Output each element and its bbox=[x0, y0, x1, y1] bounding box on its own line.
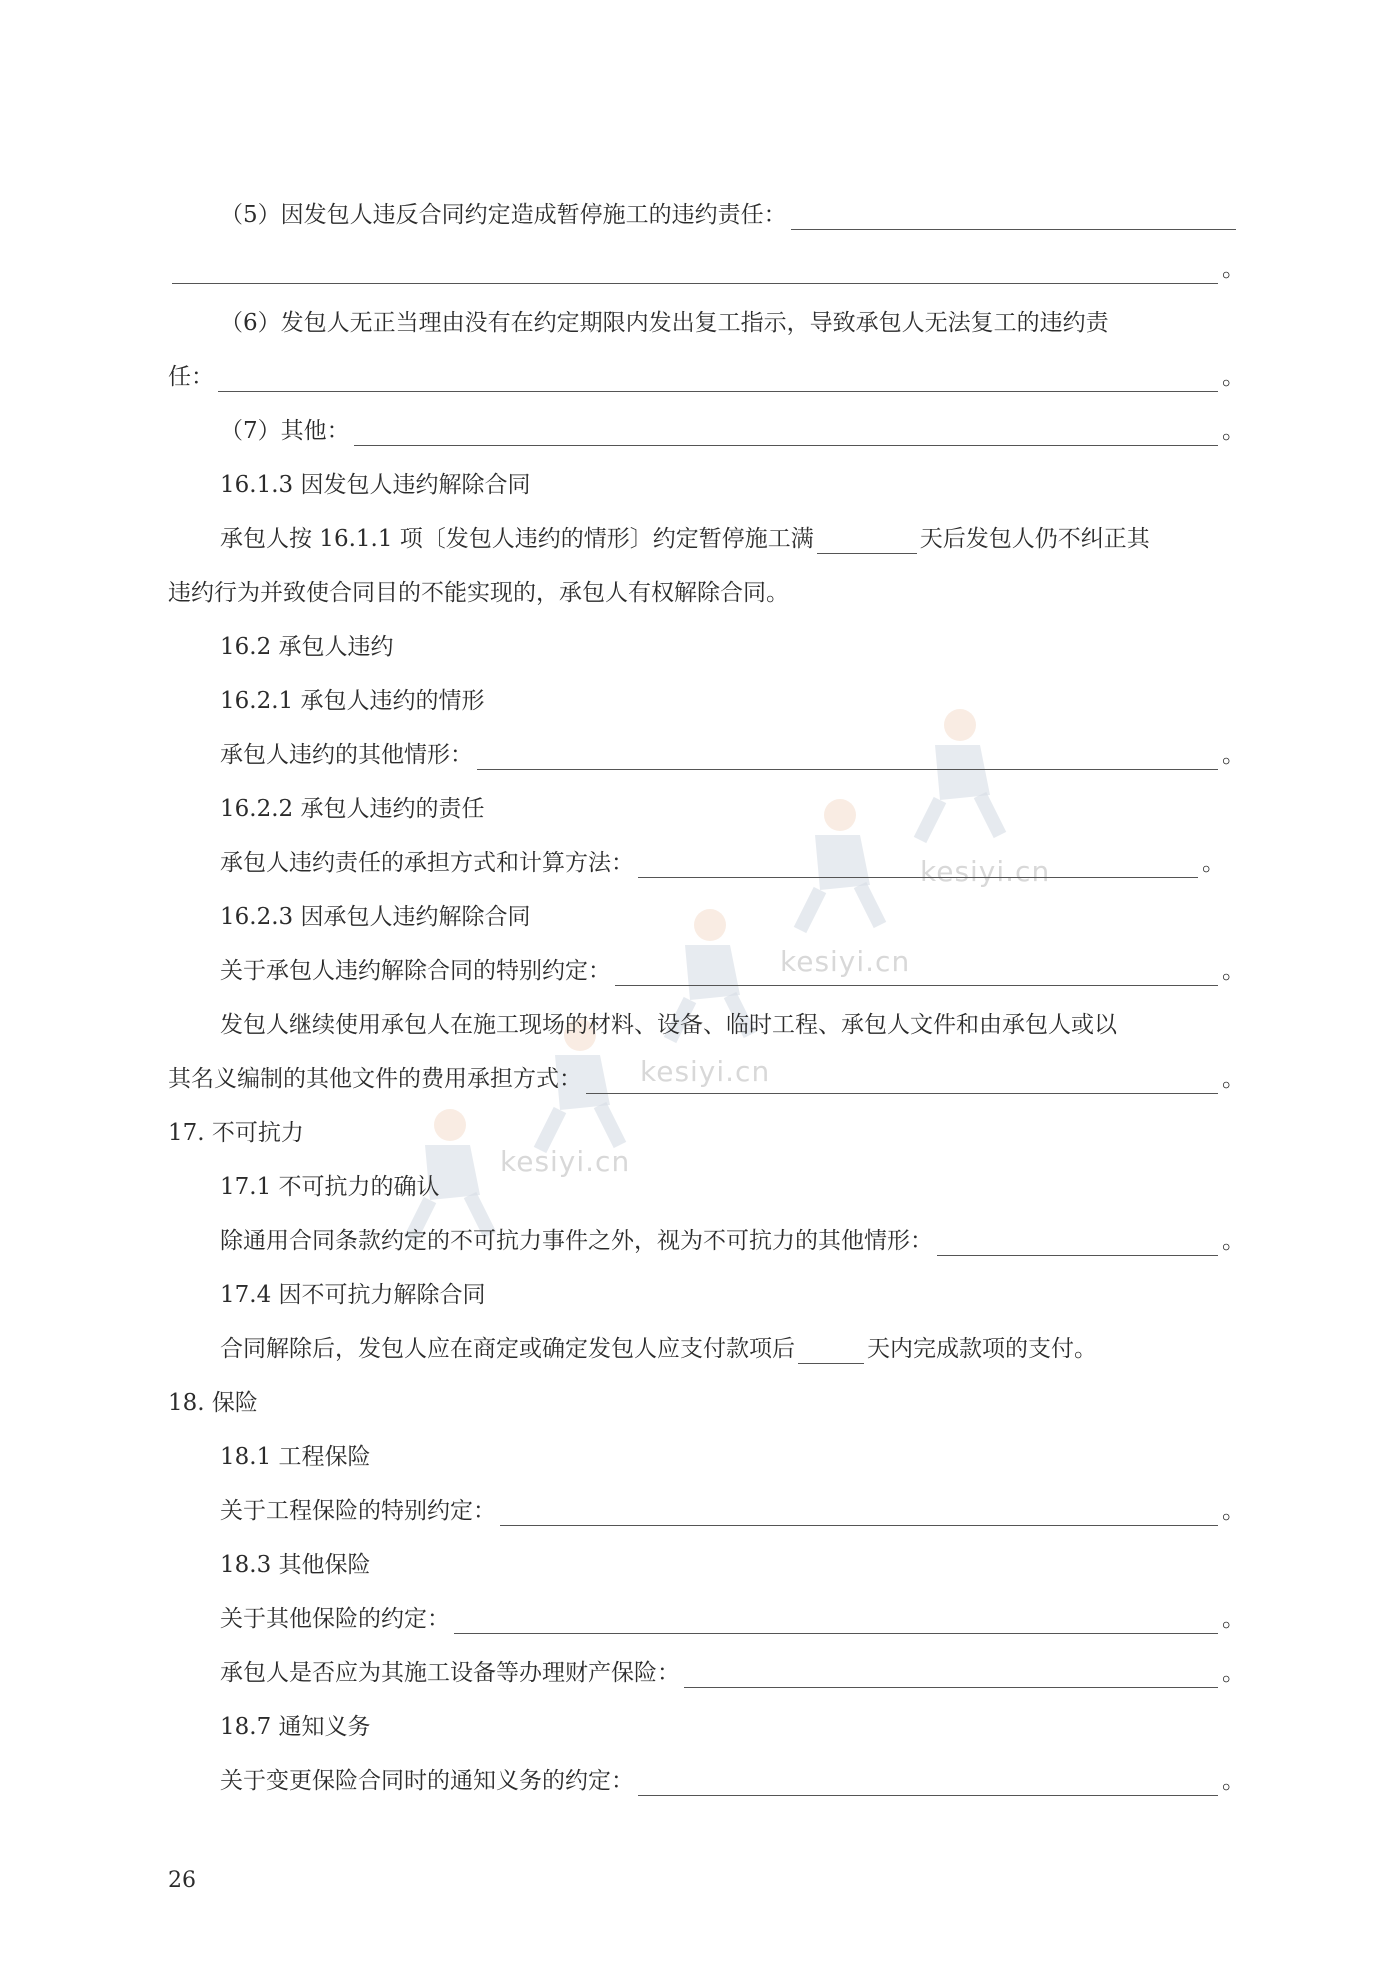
blank-field[interactable] bbox=[586, 1067, 1218, 1094]
section-heading bbox=[220, 892, 1240, 932]
line-other-insurance bbox=[220, 1594, 1245, 1634]
line-text: 16.2 承包人违约 bbox=[220, 634, 394, 660]
watermark-text: kesiyi.cn bbox=[920, 855, 1051, 888]
line-text: 关于承包人违约解除合同的特别约定： bbox=[220, 958, 611, 984]
watermark-text: kesiyi.cn bbox=[500, 1145, 631, 1178]
blank-field[interactable] bbox=[354, 419, 1218, 446]
line-text: 17. 不可抗力 bbox=[168, 1120, 304, 1146]
section-heading bbox=[220, 460, 1240, 500]
line-text: 合同解除后，发包人应在商定或确定发包人应支付款项后 bbox=[220, 1336, 795, 1362]
line-equipment-insurance bbox=[220, 1648, 1245, 1688]
line-5-cont bbox=[168, 244, 1245, 284]
line-text: 任： bbox=[168, 364, 214, 390]
line-text: 天内完成款项的支付。 bbox=[867, 1336, 1097, 1362]
line-text: 天后发包人仍不纠正其 bbox=[919, 526, 1150, 552]
line-contractor-breach-other bbox=[220, 730, 1245, 770]
section-heading bbox=[220, 1270, 1240, 1310]
blank-field[interactable] bbox=[638, 851, 1198, 878]
line-liability-method bbox=[220, 838, 1225, 878]
line-text: 承包人违约的其他情形： bbox=[220, 742, 473, 768]
line-text: （6）发包人无正当理由没有在约定期限内发出复工指示，导致承包人无法复工的违约责 bbox=[220, 310, 1109, 336]
blank-field[interactable] bbox=[218, 365, 1218, 392]
line-text: 16.2.3 因承包人违约解除合同 bbox=[220, 904, 531, 930]
line-text: 18.7 通知义务 bbox=[220, 1714, 371, 1740]
line-payment-days bbox=[220, 1324, 1240, 1364]
section-heading bbox=[220, 784, 1240, 824]
line-6-cont bbox=[168, 352, 1245, 392]
blank-field[interactable] bbox=[615, 959, 1218, 986]
line-text: 16.2.2 承包人违约的责任 bbox=[220, 796, 485, 822]
section-heading bbox=[220, 1432, 1240, 1472]
line-contractor-suspend bbox=[220, 514, 1240, 554]
line-text: 发包人继续使用承包人在施工现场的材料、设备、临时工程、承包人文件和由承包人或以 bbox=[220, 1012, 1117, 1038]
line-text: 17.1 不可抗力的确认 bbox=[220, 1174, 440, 1200]
section-heading bbox=[220, 676, 1240, 716]
line-text: 16.1.3 因发包人违约解除合同 bbox=[220, 472, 531, 498]
line-text: （7）其他： bbox=[220, 418, 350, 444]
period: 。 bbox=[1222, 418, 1245, 444]
period: 。 bbox=[1222, 1606, 1245, 1632]
line-text: 18. 保险 bbox=[168, 1390, 258, 1416]
line-text: 承包人是否应为其施工设备等办理财产保险： bbox=[220, 1660, 680, 1686]
blank-field[interactable] bbox=[172, 257, 1218, 284]
period: 。 bbox=[1222, 742, 1245, 768]
line-7 bbox=[220, 406, 1245, 446]
period: 。 bbox=[1222, 1768, 1245, 1794]
line-text: 关于工程保险的特别约定： bbox=[220, 1498, 496, 1524]
blank-field[interactable] bbox=[937, 1229, 1218, 1256]
period: 。 bbox=[1222, 1498, 1245, 1524]
period: 。 bbox=[1222, 1228, 1245, 1254]
line-text: 承包人按 16.1.1 项〔发包人违约的情形〕约定暂停施工满 bbox=[220, 526, 814, 552]
period: 。 bbox=[1222, 1066, 1245, 1092]
period: 。 bbox=[1222, 256, 1245, 282]
blank-field[interactable] bbox=[684, 1661, 1218, 1688]
section-heading bbox=[220, 1540, 1240, 1580]
chapter-heading bbox=[168, 1378, 1240, 1418]
line-text: 18.1 工程保险 bbox=[220, 1444, 371, 1470]
line-6 bbox=[220, 298, 1240, 338]
line-materials-use-cont bbox=[168, 1054, 1245, 1094]
section-heading bbox=[220, 1162, 1240, 1202]
line-force-majeure-other bbox=[220, 1216, 1245, 1256]
line-special-termination bbox=[220, 946, 1245, 986]
period: 。 bbox=[1222, 958, 1245, 984]
line-text: 其名义编制的其他文件的费用承担方式： bbox=[168, 1066, 582, 1092]
chapter-heading bbox=[168, 1108, 1240, 1148]
period: 。 bbox=[1222, 1660, 1245, 1686]
blank-field[interactable] bbox=[500, 1499, 1218, 1526]
line-text: 17.4 因不可抗力解除合同 bbox=[220, 1282, 486, 1308]
line-5 bbox=[220, 190, 1240, 230]
line-contractor-suspend-cont bbox=[168, 568, 1240, 608]
line-text: 18.3 其他保险 bbox=[220, 1552, 371, 1578]
line-text: 违约行为并致使合同目的不能实现的，承包人有权解除合同。 bbox=[168, 580, 789, 606]
line-engineering-insurance bbox=[220, 1486, 1245, 1526]
line-materials-use bbox=[220, 1000, 1240, 1040]
blank-days[interactable] bbox=[817, 527, 917, 554]
blank-field[interactable] bbox=[638, 1769, 1218, 1796]
period: 。 bbox=[1222, 364, 1245, 390]
line-notification-duty bbox=[220, 1756, 1245, 1796]
page-number: 26 bbox=[168, 1868, 196, 1893]
watermark-text: kesiyi.cn bbox=[640, 1055, 771, 1088]
line-text: 关于其他保险的约定： bbox=[220, 1606, 450, 1632]
blank-field[interactable] bbox=[791, 203, 1236, 230]
watermark-text: kesiyi.cn bbox=[780, 945, 911, 978]
blank-field[interactable] bbox=[454, 1607, 1218, 1634]
line-text: 承包人违约责任的承担方式和计算方法： bbox=[220, 850, 634, 876]
line-text: 16.2.1 承包人违约的情形 bbox=[220, 688, 485, 714]
section-heading bbox=[220, 622, 1240, 662]
line-text: （5）因发包人违反合同约定造成暂停施工的违约责任： bbox=[220, 202, 787, 228]
section-heading bbox=[220, 1702, 1240, 1742]
period: 。 bbox=[1202, 850, 1225, 876]
line-text: 除通用合同条款约定的不可抗力事件之外，视为不可抗力的其他情形： bbox=[220, 1228, 933, 1254]
blank-days[interactable] bbox=[798, 1337, 864, 1364]
blank-field[interactable] bbox=[477, 743, 1218, 770]
line-text: 关于变更保险合同时的通知义务的约定： bbox=[220, 1768, 634, 1794]
